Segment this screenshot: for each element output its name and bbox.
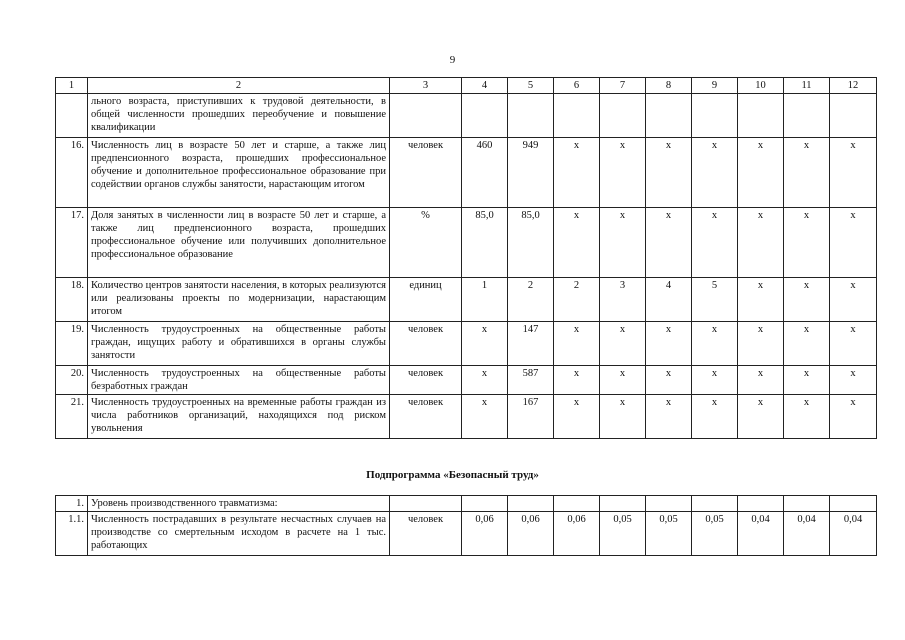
table-row [56,94,877,138]
column-header: 6 [554,78,600,94]
value-cell: x [738,366,784,395]
unit-cell: % [390,208,462,278]
value-cell: x [784,278,830,322]
value-cell: 0,06 [462,512,508,556]
value-cell: x [462,395,508,439]
indicator-name: Численность трудоустроенных на временные работы граждан из числа работников организаций, находящихся под риском увольнения [88,395,390,439]
value-cell [830,94,877,138]
table-row [56,278,877,322]
value-cell [738,94,784,138]
indicator-name: льного возраста, приступивших к трудовой деятельности, в общей численности прошедших переобучение и повышение квалификации [88,94,390,138]
row-number: 19. [56,322,88,366]
value-cell: 3 [600,278,646,322]
value-cell: x [646,366,692,395]
value-cell: x [600,208,646,278]
value-cell: x [692,366,738,395]
value-cell [784,496,830,512]
column-header: 9 [692,78,738,94]
value-cell: x [600,366,646,395]
column-header: 3 [390,78,462,94]
value-cell: x [646,208,692,278]
value-cell: 587 [508,366,554,395]
row-number: 20. [56,366,88,395]
value-cell: x [830,322,877,366]
value-cell: x [646,395,692,439]
value-cell [462,94,508,138]
indicator-name: Количество центров занятости населения, в которых реализуются или реализованы проекты по модернизации, нарастающим итогом [88,278,390,322]
table-row [56,138,877,208]
value-cell: 5 [692,278,738,322]
indicators-table [55,77,877,439]
value-cell: x [692,395,738,439]
value-cell: 4 [646,278,692,322]
value-cell: 167 [508,395,554,439]
value-cell: x [600,322,646,366]
value-cell: x [462,322,508,366]
value-cell: x [600,395,646,439]
unit-cell: человек [390,322,462,366]
value-cell: 0,06 [554,512,600,556]
table-row [56,208,877,278]
indicator-name: Численность пострадавших в результате несчастных случаев на производстве со смертельным исходом в расчете на 1 тыс. работающих [88,512,390,556]
unit-cell: человек [390,138,462,208]
value-cell: x [600,138,646,208]
value-cell [462,496,508,512]
value-cell: 0,04 [784,512,830,556]
page-number: 9 [449,54,456,66]
section-title: Подпрограмма «Безопасный труд» [366,469,539,481]
value-cell: x [738,278,784,322]
value-cell: x [784,322,830,366]
value-cell [692,496,738,512]
value-cell: 0,06 [508,512,554,556]
row-number: 1.1. [56,512,88,556]
value-cell: 2 [508,278,554,322]
value-cell: x [554,138,600,208]
value-cell: 0,05 [692,512,738,556]
value-cell: x [830,278,877,322]
value-cell: 0,04 [738,512,784,556]
value-cell [784,94,830,138]
value-cell: 147 [508,322,554,366]
value-cell: 0,05 [646,512,692,556]
value-cell: x [738,395,784,439]
value-cell [554,496,600,512]
unit-cell: единиц [390,278,462,322]
value-cell: 460 [462,138,508,208]
table-row [56,496,877,512]
column-header: 4 [462,78,508,94]
value-cell: x [784,395,830,439]
indicator-name: Уровень производственного травматизма: [88,496,390,512]
value-cell: x [554,322,600,366]
indicator-name: Доля занятых в численности лиц в возрасте 50 лет и старше, а также лиц предпенсионного возраста, прошедших профессиональное обучение или получивших дополнительное профессиональное образование [88,208,390,278]
value-cell: x [554,208,600,278]
value-cell: x [738,138,784,208]
column-header: 11 [784,78,830,94]
value-cell [692,94,738,138]
row-number [56,94,88,138]
value-cell: x [554,366,600,395]
value-cell [554,94,600,138]
value-cell: x [784,366,830,395]
value-cell: x [692,138,738,208]
value-cell [508,94,554,138]
value-cell [738,496,784,512]
column-header: 5 [508,78,554,94]
table-row [56,322,877,366]
unit-cell [390,496,462,512]
value-cell [600,94,646,138]
unit-cell: человек [390,512,462,556]
table-row [56,395,877,439]
column-header: 8 [646,78,692,94]
column-header: 7 [600,78,646,94]
column-header: 1 [56,78,88,94]
section-table [55,495,877,556]
row-number: 18. [56,278,88,322]
row-number: 16. [56,138,88,208]
unit-cell: человек [390,395,462,439]
value-cell: x [784,208,830,278]
value-cell [830,496,877,512]
value-cell: 0,05 [600,512,646,556]
value-cell: x [692,322,738,366]
column-header-row [56,78,877,94]
value-cell: x [738,322,784,366]
value-cell: x [830,138,877,208]
value-cell: x [738,208,784,278]
value-cell: 85,0 [508,208,554,278]
value-cell: x [830,395,877,439]
row-number: 17. [56,208,88,278]
unit-cell [390,94,462,138]
column-header: 10 [738,78,784,94]
table-row [56,366,877,395]
value-cell: x [554,395,600,439]
value-cell: x [646,322,692,366]
value-cell: 1 [462,278,508,322]
indicator-name: Численность трудоустроенных на общественные работы безработных граждан [88,366,390,395]
value-cell [646,496,692,512]
value-cell [646,94,692,138]
table-row [56,512,877,556]
column-header: 2 [88,78,390,94]
indicator-name: Численность трудоустроенных на общественные работы граждан, ищущих работу и обратившихся в органы службы занятости [88,322,390,366]
value-cell [600,496,646,512]
value-cell: 2 [554,278,600,322]
unit-cell: человек [390,366,462,395]
value-cell: 85,0 [462,208,508,278]
value-cell: x [646,138,692,208]
indicator-name: Численность лиц в возрасте 50 лет и старше, а также лиц предпенсионного возраста, прошедших профессиональное обучение и дополнительное профессиональное образование при содействии органов службы занятости, нарастающим итогом [88,138,390,208]
row-number: 21. [56,395,88,439]
value-cell [508,496,554,512]
value-cell: x [830,208,877,278]
column-header: 12 [830,78,877,94]
row-number: 1. [56,496,88,512]
value-cell: x [462,366,508,395]
value-cell: x [830,366,877,395]
value-cell: x [784,138,830,208]
value-cell: x [692,208,738,278]
value-cell: 0,04 [830,512,877,556]
value-cell: 949 [508,138,554,208]
